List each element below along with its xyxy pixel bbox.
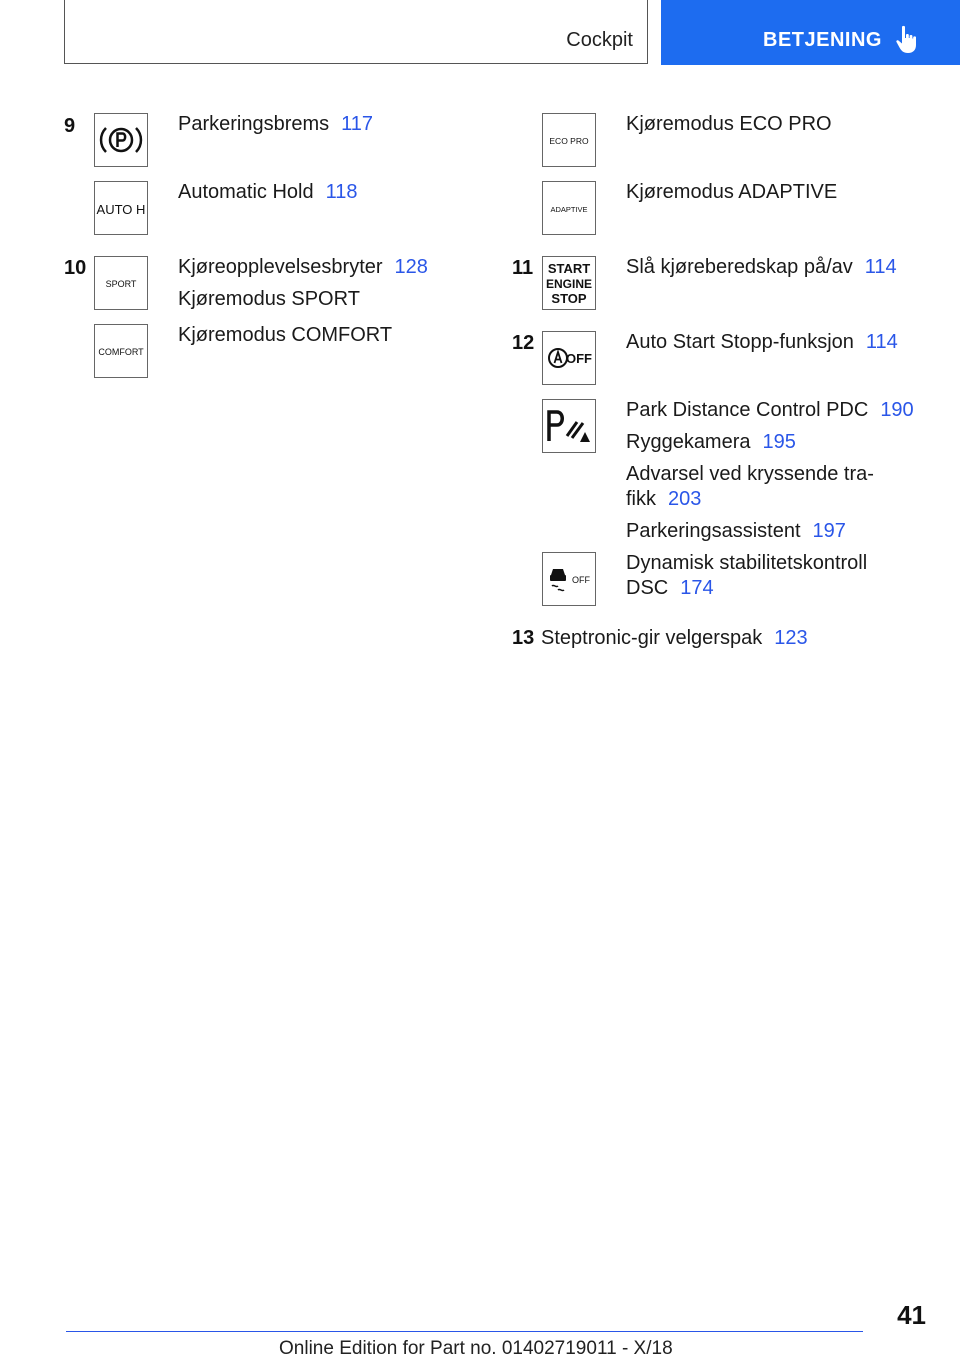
list-item-steptronic: Steptronic-gir velgerspak 123 bbox=[541, 627, 808, 649]
list-item-ryggekamera: Ryggekamera 195 bbox=[626, 431, 796, 453]
chapter-title: BETJENING bbox=[763, 29, 882, 51]
page-ref-link[interactable]: 203 bbox=[668, 488, 702, 510]
svg-text:ENGINE: ENGINE bbox=[545, 277, 593, 291]
footer-edition: Online Edition for Part no. 01402719011 - X/18 bbox=[279, 1338, 673, 1359]
page-ref-link[interactable]: 117 bbox=[341, 113, 374, 135]
list-item-kjoreberedskap: Slå kjøreberedskap på/av 114 bbox=[626, 256, 897, 278]
page-ref-link[interactable]: 114 bbox=[865, 331, 898, 353]
list-item-kjoremodus-adaptive: Kjøremodus ADAPTIVE bbox=[626, 181, 838, 203]
item-number-13: 13 bbox=[512, 627, 535, 649]
dsc-off-icon bbox=[542, 552, 596, 606]
page-ref-link[interactable]: 114 bbox=[864, 256, 897, 278]
page-ref-link[interactable]: 123 bbox=[774, 627, 808, 649]
section-title: Cockpit bbox=[566, 29, 633, 51]
list-item-parkeringsassistent: Parkeringsassistent 197 bbox=[626, 520, 846, 542]
svg-text:COMFORT: COMFORT bbox=[98, 347, 144, 357]
header-section-box bbox=[64, 0, 648, 64]
svg-text:OFF: OFF bbox=[572, 575, 590, 585]
item-number-11: 11 bbox=[512, 257, 534, 279]
sport-icon bbox=[94, 256, 148, 310]
hand-pointer-icon bbox=[895, 25, 919, 60]
svg-text:STOP: STOP bbox=[551, 291, 587, 306]
page-number: 41 bbox=[897, 1300, 926, 1330]
auto-start-stop-off-icon bbox=[542, 331, 596, 385]
footer-divider bbox=[66, 1331, 863, 1332]
parking-brake-icon bbox=[94, 113, 148, 167]
page-ref-link[interactable]: 174 bbox=[680, 577, 714, 599]
svg-text:ECO PRO: ECO PRO bbox=[549, 136, 589, 146]
comfort-icon bbox=[94, 324, 148, 378]
item-number-10: 10 bbox=[64, 257, 87, 279]
svg-text:SPORT: SPORT bbox=[105, 279, 137, 289]
list-item-advarsel-kryssende: Advarsel ved kryssende tra- bbox=[626, 463, 874, 485]
page-ref-link[interactable]: 195 bbox=[762, 431, 796, 453]
list-item-automatic-hold: Automatic Hold 118 bbox=[178, 181, 358, 203]
start-engine-stop-icon bbox=[542, 256, 596, 310]
eco-pro-icon bbox=[542, 113, 596, 167]
svg-text:START: START bbox=[547, 261, 591, 276]
list-item-park-distance-control: Park Distance Control PDC 190 bbox=[626, 399, 914, 421]
svg-text:AUTO H: AUTO H bbox=[96, 202, 146, 217]
list-item-kjoremodus-sport: Kjøremodus SPORT bbox=[178, 288, 360, 310]
page-ref-link[interactable]: 197 bbox=[812, 520, 846, 542]
chapter-tab[interactable] bbox=[661, 0, 960, 65]
list-item-kjoremodus-eco-pro: Kjøremodus ECO PRO bbox=[626, 113, 832, 135]
list-item-kjoremodus-comfort: Kjøremodus COMFORT bbox=[178, 324, 393, 346]
list-item-dsc-line1: Dynamisk stabilitetskontroll bbox=[626, 552, 868, 574]
item-number-9: 9 bbox=[64, 115, 76, 137]
page-ref-link[interactable]: 118 bbox=[325, 181, 358, 203]
list-item-advarsel-kryssende-cont: fikk 203 bbox=[626, 488, 702, 510]
list-item-kjoreopplevelsesbryter: Kjøreopplevelsesbryter 128 bbox=[178, 256, 428, 278]
svg-text:OFF: OFF bbox=[566, 351, 592, 366]
list-item-parkeringsbrems: Parkeringsbrems 117 bbox=[178, 113, 374, 135]
page-ref-link[interactable]: 190 bbox=[880, 399, 914, 421]
park-distance-control-icon bbox=[542, 399, 596, 453]
adaptive-icon bbox=[542, 181, 596, 235]
list-item-auto-start-stopp: Auto Start Stopp-funksjon 114 bbox=[626, 331, 898, 353]
svg-text:ADAPTIVE: ADAPTIVE bbox=[550, 205, 588, 214]
list-item-dsc-line2: DSC 174 bbox=[626, 577, 714, 599]
auto-hold-icon bbox=[94, 181, 148, 235]
item-number-12: 12 bbox=[512, 332, 535, 354]
page-ref-link[interactable]: 128 bbox=[394, 256, 428, 278]
